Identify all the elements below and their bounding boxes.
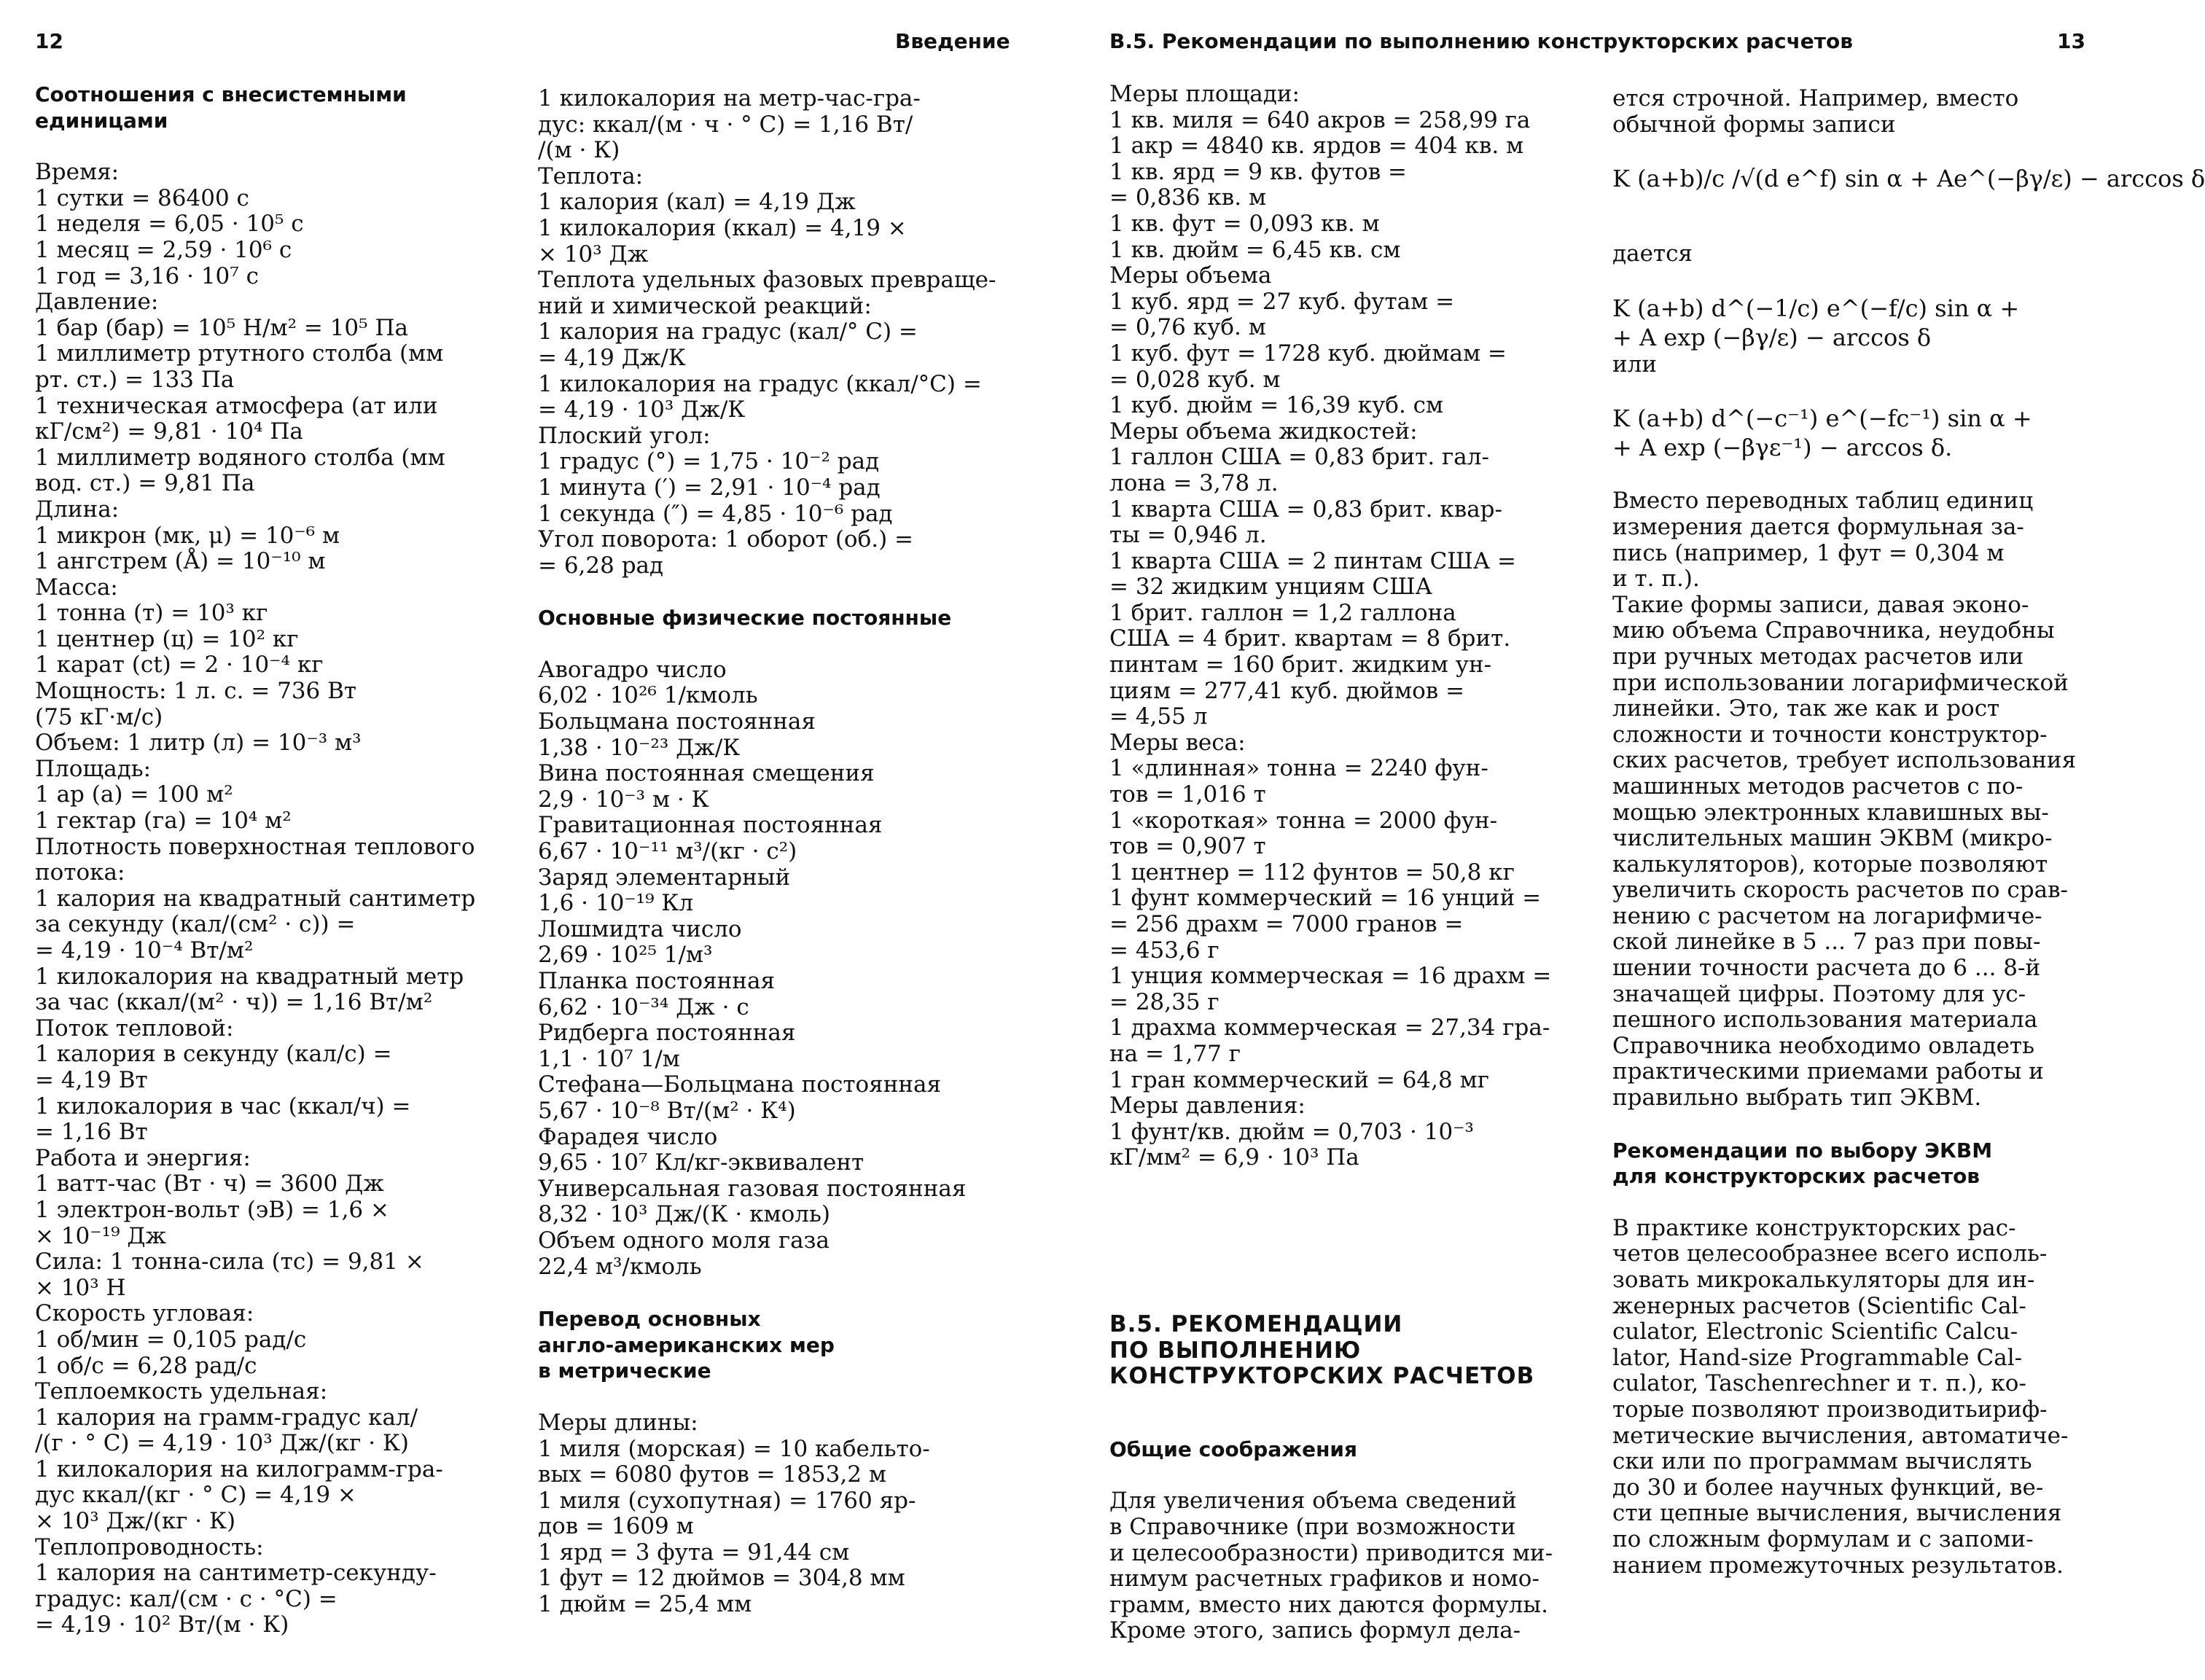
text-line: 1 ангстрем (Å) = 10⁻¹⁰ м	[35, 548, 326, 575]
text-line: = 4,19 · 10³ Дж/К	[538, 396, 746, 423]
text-line: 1 месяц = 2,59 · 10⁶ с	[35, 236, 292, 263]
text-line: Плотность поверхностная теплового	[35, 833, 475, 860]
text-line: пись (например, 1 фут = 0,304 м	[1612, 539, 2005, 566]
text-line: Работа и энергия:	[35, 1144, 251, 1171]
text-line: 1 центнер (ц) = 10² кг	[35, 625, 299, 652]
text-line: калькуляторов), которые позволяют	[1612, 851, 2048, 878]
text-line: линейки. Это, так же как и рост	[1612, 695, 2000, 722]
formula-1: K (a+b)/c /√(d e^f) sin α + Ae^(−βγ/ε) − arccos δ	[1612, 165, 2205, 193]
text-line: Основные физические постоянные	[538, 606, 952, 630]
text-line: 1 калория на грамм-градус кал/	[35, 1404, 418, 1431]
text-line: 1 калория на градус (кал/° С) =	[538, 319, 918, 345]
text-line: четов целесообразнее всего исполь-	[1612, 1241, 2048, 1267]
right-column-1	[1109, 82, 1576, 1171]
text-line: ской линейке в 5 ... 7 раз при повы-	[1612, 929, 2041, 956]
text-line: Скорость угловая:	[35, 1300, 254, 1327]
text-line: мию объема Справочника, неудобны	[1612, 617, 2055, 644]
text-line: вод. ст.) = 9,81 Па	[35, 470, 255, 497]
text-line: Фарадея число	[538, 1123, 718, 1150]
text-line: = 1,16 Вт	[35, 1119, 148, 1146]
text-line: Больцмана постоянная	[538, 708, 816, 735]
text-line: culator, Electronic Scientific Calcu-	[1612, 1318, 2018, 1345]
section-block	[1109, 1312, 1576, 1644]
text-line: 1 галлон США = 0,83 брит. гал-	[1109, 444, 1489, 471]
text-line: Теплота удельных фазовых превраще-	[538, 267, 996, 294]
text-line: 1 карат (ct) = 2 · 10⁻⁴ кг	[35, 652, 324, 679]
right-column-2	[1612, 85, 2205, 1579]
text-line: Стефана—Больцмана постоянная	[538, 1071, 942, 1098]
text-line: метические вычисления, автоматиче-	[1612, 1422, 2069, 1449]
text-line: 1 драхма коммерческая = 27,34 гра-	[1109, 1015, 1550, 1042]
spacer	[538, 1384, 1004, 1410]
text-line: 1 калория на сантиметр-секунду-	[35, 1560, 437, 1587]
text-line: = 28,35 г	[1109, 988, 1219, 1015]
text-line: машинных методов расчетов с по-	[1612, 773, 2023, 800]
text-line: Теплота:	[538, 163, 644, 190]
text-line: Теплопроводность:	[35, 1534, 264, 1560]
formula-3-line-2: + A exp (−βγε⁻¹) − arccos δ.	[1612, 434, 1953, 462]
text-line: дов = 1609 м	[538, 1513, 694, 1540]
text-line: при использовании логарифмической	[1612, 669, 2069, 696]
text-line: Ридберга постоянная	[538, 1020, 796, 1047]
text-line: 1 куб. дюйм = 16,39 куб. см	[1109, 392, 1444, 419]
text-line: 1 гран коммерческий = 64,8 мг	[1109, 1066, 1489, 1093]
text-line: нанием промежуточных результатов.	[1612, 1552, 2064, 1579]
general-text	[1109, 1488, 1576, 1644]
text-line: = 4,19 · 10² Вт/(м · К)	[35, 1611, 289, 1638]
formula-3-line-1: K (a+b) d^(−c⁻¹) e^(−fc⁻¹) sin α +	[1612, 405, 2032, 433]
text-line: грамм, вместо них даются формулы.	[1109, 1591, 1548, 1618]
text-line: числительных машин ЭКВМ (микро-	[1612, 825, 2053, 852]
left-column-1	[35, 82, 502, 1638]
text-line: Меры веса:	[1109, 729, 1246, 756]
text-line: 1 килокалория на метр-час-гра-	[538, 85, 921, 112]
formula-2-line-2: + A exp (−βγ/ε) − arccos δ	[1612, 323, 1932, 351]
text-line: вых = 6080 футов = 1853,2 м	[538, 1461, 886, 1488]
text-line: 1 кварта США = 2 пинтам США =	[1109, 547, 1517, 574]
left-column-2	[538, 86, 1004, 1618]
text-line: 1 кв. фут = 0,093 кв. м	[1109, 210, 1380, 237]
text-line: = 32 жидким унциям США	[1109, 574, 1432, 601]
text-line: Универсальная газовая постоянная	[538, 1175, 967, 1202]
text-line: Вместо переводных таблиц единиц	[1612, 488, 2034, 515]
text-line: Мощность: 1 л. с. = 736 Вт	[35, 678, 357, 705]
text-line: Сила: 1 тонна-сила (тс) = 9,81 ×	[35, 1249, 424, 1275]
text-line: (75 кГ·м/с)	[35, 703, 163, 730]
text-line: 1 кв. миля = 640 акров = 258,99 га	[1109, 106, 1531, 133]
text-line: 1 килокалория на килограмм-гра-	[35, 1456, 443, 1482]
ekvm-heading: Рекомендации по выбору ЭКВМ	[1612, 1138, 1993, 1163]
spacer	[35, 133, 502, 160]
text-line: 1 килокалория на градус (ккал/°С) =	[538, 370, 982, 397]
text-line: 1 об/с = 6,28 рад/с	[35, 1352, 257, 1379]
text-line: тов = 1,016 т	[1109, 781, 1266, 808]
text-line: до 30 и более научных функций, ве-	[1612, 1474, 2044, 1501]
text-line: 1 калория в секунду (кал/с) =	[35, 1041, 392, 1068]
text-line: градус: кал/(см · с · °С) =	[35, 1585, 337, 1612]
text-line: торые позволяют производитьириф-	[1612, 1396, 2048, 1423]
text-line: Кроме этого, запись формул дела-	[1109, 1617, 1521, 1644]
left-page	[0, 0, 1058, 1680]
text-line: /(г · ° С) = 4,19 · 10³ Дж/(кг · К)	[35, 1430, 410, 1457]
text-line: в метрические	[538, 1359, 711, 1383]
text-line: сти цепные вычисления, вычисления	[1612, 1500, 2062, 1527]
text-line: 1 год = 3,16 · 10⁷ с	[35, 262, 259, 289]
text-line: 1 акр = 4840 кв. ярдов = 404 кв. м	[1109, 133, 1524, 160]
text-line: и целесообразности) приводится ми-	[1109, 1539, 1553, 1566]
text-line: Для увеличения объема сведений	[1109, 1488, 1517, 1515]
text-line: и т. п.).	[1612, 566, 1700, 593]
text-line: × 10³ Н	[35, 1274, 126, 1301]
text-line: 1,38 · 10⁻²³ Дж/К	[538, 734, 741, 761]
text-line: 2,69 · 10²⁵ 1/м³	[538, 942, 713, 969]
text-line: = 256 драхм = 7000 гранов =	[1109, 911, 1464, 937]
text-line: 1 электрон-вольт (эВ) = 1,6 ×	[35, 1196, 389, 1223]
text-line: тов = 0,907 т	[1109, 833, 1266, 860]
text-line: сложности и точности конструктор-	[1612, 721, 2048, 748]
text-line: зовать микрокалькуляторы для ин-	[1612, 1267, 2035, 1293]
text-line: Меры объема жидкостей:	[1109, 418, 1418, 445]
text-line: обычной формы записи	[1612, 111, 1896, 138]
text-line: Давление:	[35, 289, 159, 316]
text-line: × 10³ Дж/(кг · К)	[35, 1508, 236, 1535]
text-line: англо-американских мер	[538, 1332, 835, 1357]
text-line: 1,1 · 10⁷ 1/м	[538, 1045, 680, 1072]
text-line: Перевод основных	[538, 1307, 761, 1332]
text-line: 1 техническая атмосфера (ат или	[35, 392, 438, 419]
text-line: 1 килокалория в час (ккал/ч) =	[35, 1093, 411, 1120]
text-line: 1 минута (′) = 2,91 · 10⁻⁴ рад	[538, 474, 881, 501]
formula-2-line-1: K (a+b) d^(−1/c) e^(−f/c) sin α +	[1612, 294, 2020, 322]
text-line: значащей цифры. Поэтому для ус-	[1612, 980, 2026, 1007]
running-head-left: Введение	[895, 29, 1010, 53]
text-line: за секунду (кал/(см² · с)) =	[35, 911, 356, 938]
text-line: Планка постоянная	[538, 968, 776, 994]
text-line: = 4,19 Вт	[35, 1066, 148, 1093]
text-line: Поток тепловой:	[35, 1015, 234, 1042]
text-line: дус: ккал/(м · ч · ° С) = 1,16 Вт/	[538, 111, 913, 138]
text-line: 1 ар (а) = 100 м²	[35, 781, 233, 808]
text-line: кГ/мм² = 6,9 · 10³ Па	[1109, 1144, 1359, 1171]
ekvm-heading: для конструкторских расчетов	[1612, 1164, 1980, 1189]
text-line: 1 миля (сухопутная) = 1760 яр-	[538, 1487, 916, 1514]
text-line: ских расчетов, требует использования	[1612, 747, 2077, 774]
text-line: 1 фунт/кв. дюйм = 0,703 · 10⁻³	[1109, 1118, 1474, 1145]
text-line: Плоский угол:	[538, 422, 711, 449]
spacer	[538, 579, 1004, 605]
text-line: 1 секунда (″) = 4,85 · 10⁻⁶ рад	[538, 500, 893, 527]
text-line: пешного использования материала	[1612, 1007, 2038, 1034]
text-line: женерных расчетов (Scientific Cal-	[1612, 1292, 2026, 1319]
text-line: 2,9 · 10⁻³ м · К	[538, 786, 709, 813]
text-line: Объем одного моля газа	[538, 1227, 830, 1254]
text-line: Лошмидта число	[538, 915, 742, 942]
text-line: 5,67 · 10⁻⁸ Вт/(м² · К⁴)	[538, 1097, 796, 1124]
word-ili: или	[1612, 351, 1658, 378]
text-line: = 0,028 куб. м	[1109, 366, 1281, 393]
text-line: нению с расчетом на логарифмиче-	[1612, 902, 2042, 929]
text-line: 1 кв. ярд = 9 кв. футов =	[1109, 158, 1407, 185]
text-line: измерения дается формульная за-	[1612, 513, 2024, 540]
spacer	[538, 631, 1004, 657]
text-line: Справочника необходимо овладеть	[1612, 1032, 2034, 1059]
text-line: Меры площади:	[1109, 81, 1300, 107]
text-line: рт. ст.) = 133 Па	[35, 366, 235, 393]
text-line: 1 миллиметр водяного столба (мм	[35, 444, 445, 471]
text-line: ется строчной. Например, вместо	[1612, 85, 2019, 112]
right-page	[1058, 0, 2205, 1680]
text-line: практическими приемами работы и	[1612, 1058, 2044, 1085]
text-line: при ручных методах расчетов или	[1612, 643, 2024, 670]
text-line: 1 бар (бар) = 10⁵ Н/м² = 10⁵ Па	[35, 314, 408, 341]
text-line: увеличить скорость расчетов по срав-	[1612, 877, 2069, 904]
text-line: 1 миля (морская) = 10 кабельто-	[538, 1435, 930, 1462]
text-line: 1 фут = 12 дюймов = 304,8 мм	[538, 1565, 905, 1592]
text-line: Угол поворота: 1 оборот (об.) =	[538, 526, 914, 553]
text-line: 1 сутки = 86400 с	[35, 184, 249, 211]
text-line: Меры длины:	[538, 1409, 698, 1436]
text-line: Масса:	[35, 574, 118, 601]
text-line: Меры давления:	[1109, 1093, 1306, 1120]
text-line: 8,32 · 10³ Дж/(К · кмоль)	[538, 1201, 830, 1228]
text-line: пинтам = 160 брит. жидким ун-	[1109, 652, 1492, 679]
text-line: 1 гектар (га) = 10⁴ м²	[35, 808, 292, 835]
page-number-left: 12	[35, 29, 63, 53]
page-number-right: 13	[2057, 29, 2085, 53]
text-line: 1 об/мин = 0,105 рад/с	[35, 1326, 307, 1353]
text-line: 1 кварта США = 0,83 брит. квар-	[1109, 496, 1503, 523]
text-line: Теплоемкость удельная:	[35, 1378, 328, 1405]
text-line: = 4,19 Дж/К	[538, 344, 686, 371]
text-line: ний и химической реакций:	[538, 292, 872, 319]
text-line: Вина постоянная смещения	[538, 760, 875, 787]
spacer	[538, 1280, 1004, 1306]
text-line: = 6,28 рад	[538, 552, 664, 579]
text-line: 1 калория на квадратный сантиметр	[35, 885, 476, 912]
text-line: culator, Taschenrechner и т. п.), ко-	[1612, 1370, 2026, 1397]
text-line: 1 тонна (т) = 10³ кг	[35, 600, 268, 627]
text-line: 1 унция коммерческая = 16 драхм =	[1109, 963, 1552, 990]
text-line: шении точности расчета до 6 ... 8-й	[1612, 955, 2041, 982]
text-line: Такие формы записи, давая эконо-	[1612, 591, 2029, 618]
general-heading: Общие соображения	[1109, 1437, 1358, 1461]
text-line: 1 килокалория на квадратный метр	[35, 963, 464, 990]
text-line: Меры объема	[1109, 262, 1272, 289]
text-line: нимум расчетных графиков и номо-	[1109, 1566, 1539, 1593]
text-line: 1 брит. галлон = 1,2 галлона	[1109, 599, 1456, 626]
text-line: 22,4 м³/кмоль	[538, 1253, 702, 1280]
text-line: = 4,19 · 10⁻⁴ Вт/м²	[35, 937, 254, 964]
text-line: 9,65 · 10⁷ Кл/кг-эквивалент	[538, 1149, 865, 1176]
text-line: 1 ватт-час (Вт · ч) = 3600 Дж	[35, 1171, 384, 1198]
text-line: 6,02 · 10²⁶ 1/кмоль	[538, 682, 758, 709]
text-line: мощью электронных клавишных вы-	[1612, 799, 2049, 826]
text-line: 1 миллиметр ртутного столба (мм	[35, 340, 444, 367]
text-line: = 0,836 кв. м	[1109, 184, 1267, 211]
text-line: за час (ккал/(м² · ч)) = 1,16 Вт/м²	[35, 989, 433, 1016]
text-line: лона = 3,78 л.	[1109, 469, 1279, 496]
text-line: 6,62 · 10⁻³⁴ Дж · с	[538, 993, 749, 1020]
section-title-line: КОНСТРУКТОРСКИХ РАСЧЕТОВ	[1109, 1363, 1535, 1390]
text-line: дус ккал/(кг · ° С) = 4,19 ×	[35, 1482, 356, 1509]
text-line: 1 куб. ярд = 27 куб. футам =	[1109, 288, 1455, 315]
text-line: циям = 277,41 куб. дюймов =	[1109, 677, 1465, 704]
text-line: /(м · К)	[538, 137, 620, 164]
text-line: 1 дюйм = 25,4 мм	[538, 1591, 752, 1618]
text-line: Соотношения с внесистемными	[35, 82, 407, 106]
text-line: по сложным формулам и с запоми-	[1612, 1525, 2034, 1552]
text-line: Гравитационная постоянная	[538, 812, 883, 839]
running-head-right: В.5. Рекомендации по выполнению конструкторских расчетов	[1109, 29, 1853, 53]
word-daetsya: дается	[1612, 241, 1693, 267]
text-line: 1 градус (°) = 1,75 · 10⁻² рад	[538, 448, 880, 475]
section-title-line: ПО ВЫПОЛНЕНИЮ	[1109, 1337, 1362, 1364]
text-line: 1 «короткая» тонна = 2000 фун-	[1109, 807, 1498, 834]
text-line: правильно выбрать тип ЭКВМ.	[1612, 1085, 1982, 1111]
text-line: 1 фунт коммерческий = 16 унций =	[1109, 885, 1542, 912]
text-line: 1 неделя = 6,05 · 10⁵ с	[35, 211, 304, 238]
text-line: ты = 0,946 л.	[1109, 522, 1267, 549]
text-line: США = 4 брит. квартам = 8 брит.	[1109, 625, 1511, 652]
text-line: на = 1,77 г	[1109, 1040, 1241, 1067]
text-line: Заряд элементарный	[538, 864, 791, 891]
text-line: lator, Hand-size Programmable Cal-	[1612, 1344, 2023, 1371]
text-line: Авогадро число	[538, 656, 727, 683]
text-line: 1 центнер = 112 фунтов = 50,8 кг	[1109, 859, 1515, 886]
text-line: Время:	[35, 159, 120, 186]
text-line: 1 «длинная» тонна = 2240 фун-	[1109, 755, 1488, 782]
text-line: = 453,6 г	[1109, 937, 1219, 964]
text-line: 1 микрон (мк, μ) = 10⁻⁶ м	[35, 522, 340, 549]
text-line: × 10³ Дж	[538, 241, 649, 267]
text-line: 1 ярд = 3 фута = 91,44 см	[538, 1539, 850, 1566]
text-line: В практике конструкторских рас-	[1612, 1214, 2016, 1241]
text-line: в Справочнике (при возможности	[1109, 1513, 1516, 1540]
text-line: 1 кв. дюйм = 6,45 кв. см	[1109, 236, 1401, 263]
text-line: 1 килокалория (ккал) = 4,19 ×	[538, 214, 907, 241]
text-line: 1,6 · 10⁻¹⁹ Кл	[538, 890, 694, 917]
text-line: ски или по программам вычислять	[1612, 1448, 2032, 1475]
text-line: 1 калория (кал) = 4,19 Дж	[538, 189, 856, 216]
text-line: 6,67 · 10⁻¹¹ м³/(кг · с²)	[538, 838, 797, 865]
text-line: Объем: 1 литр (л) = 10⁻³ м³	[35, 730, 362, 757]
section-title-line: В.5. РЕКОМЕНДАЦИИ	[1109, 1311, 1403, 1337]
text-line: × 10⁻¹⁹ Дж	[35, 1222, 167, 1249]
text-line: = 0,76 куб. м	[1109, 314, 1266, 341]
text-line: кГ/см²) = 9,81 · 10⁴ Па	[35, 418, 303, 445]
text-line: единицами	[35, 108, 168, 133]
text-line: Площадь:	[35, 755, 152, 782]
text-line: = 4,55 л	[1109, 703, 1208, 730]
text-line: 1 куб. фут = 1728 куб. дюймам =	[1109, 340, 1507, 367]
text-line: потока:	[35, 859, 125, 886]
text-line: Длина:	[35, 496, 120, 523]
